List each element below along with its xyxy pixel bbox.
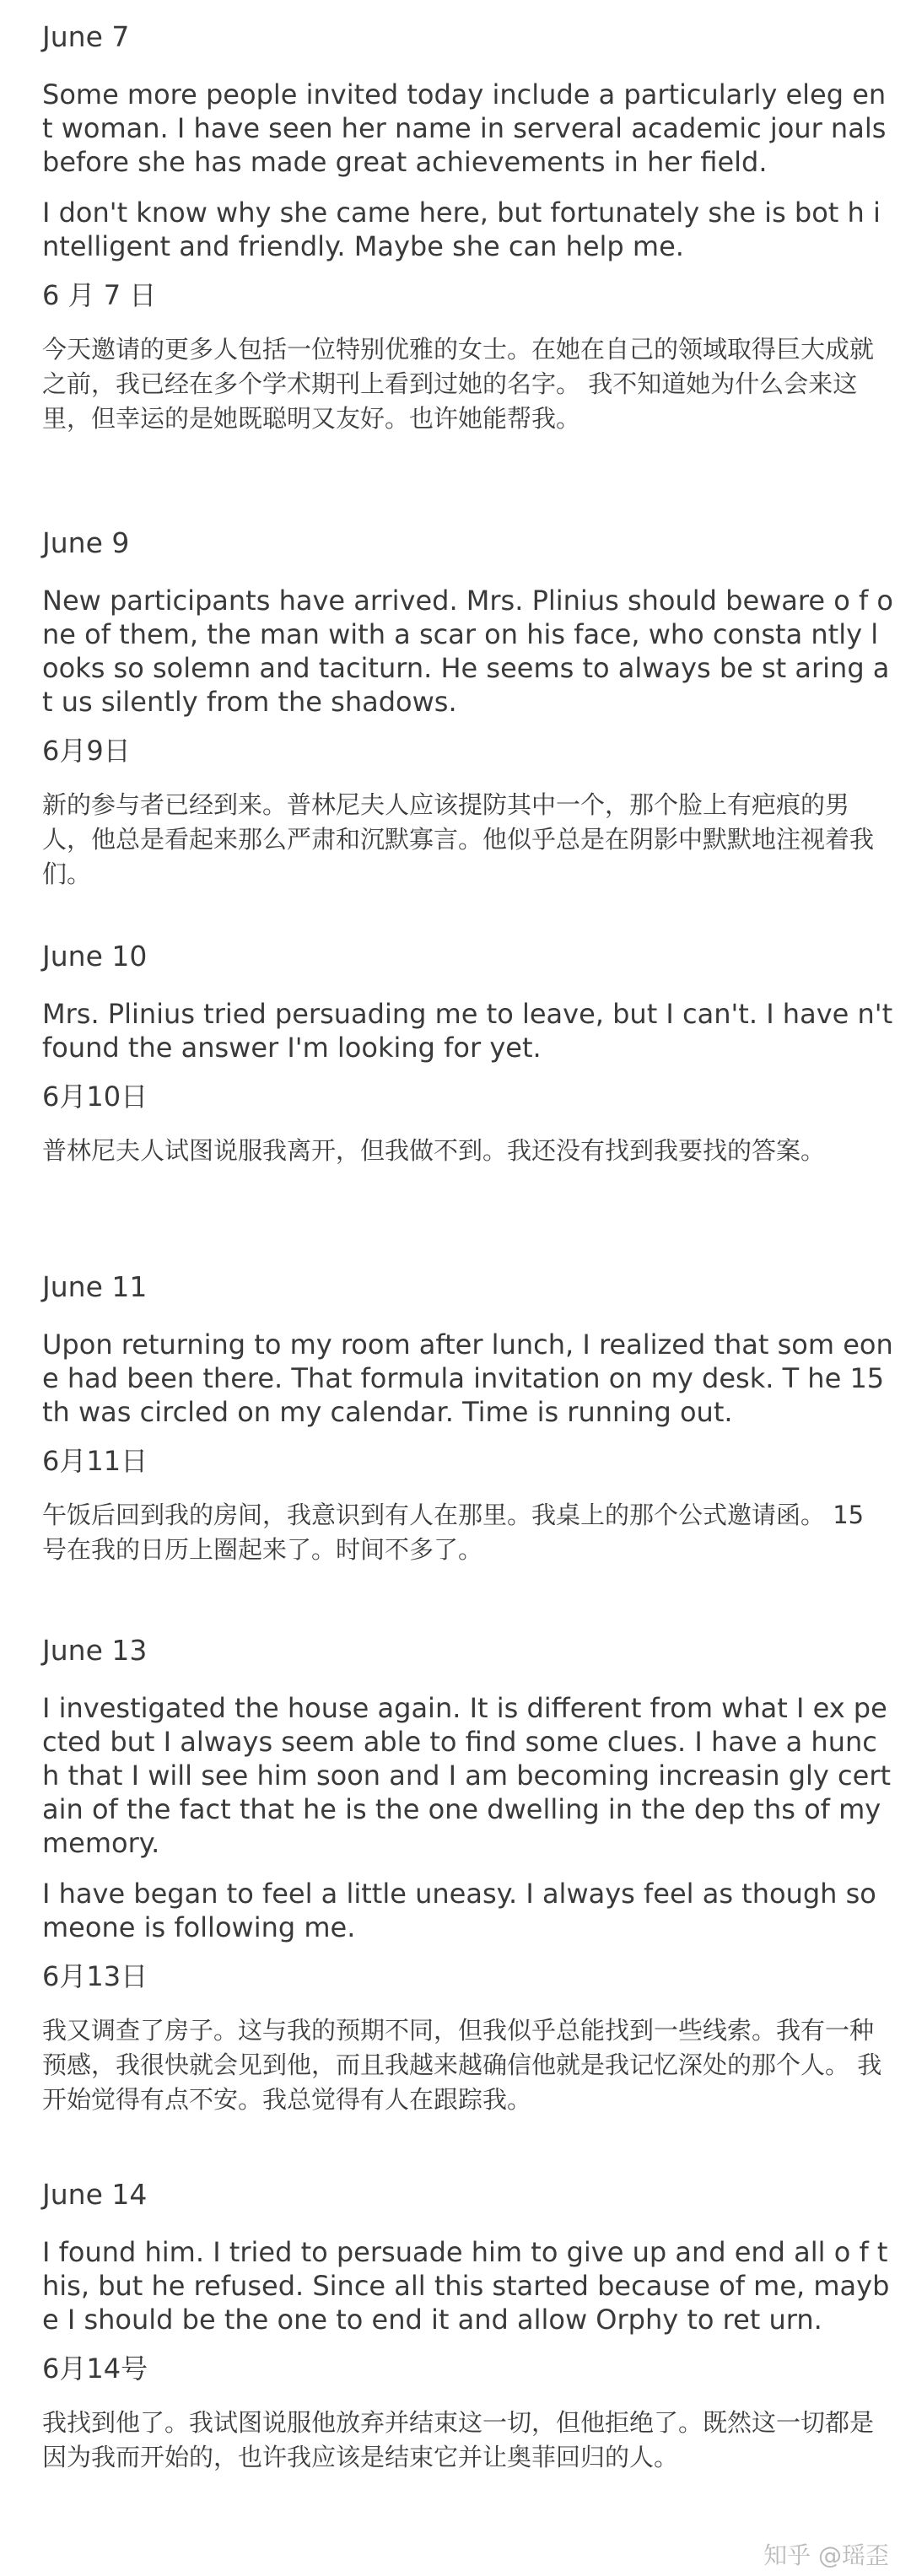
- entry-paragraph-en: Mrs. Plinius tried persuading me to leave, but I can't. I have n't found the answer I'm looking for yet.: [42, 998, 893, 1064]
- entry-paragraph-en: I investigated the house again. It is different from what I ex pected but I always seem able to find some clues. I have a hunch that I will see him soon and I am becoming increasin gly certain of the fact that he is the one dwelling in the dep ths of my memory.: [42, 1692, 892, 1859]
- entry-date-en: June 11: [42, 1270, 148, 1303]
- entry-date-zh: 6月11日: [42, 1445, 148, 1477]
- entry-paragraph-en: I found him. I tried to persuade him to give up and end all o f this, but he refused. Since all this started because of me, maybe I should be the one to end it and allow Orphy to ret urn.: [42, 2236, 890, 2336]
- entry-date-zh: 6月13日: [42, 1960, 148, 1992]
- entry-paragraph-en: Upon returning to my room after lunch, I realized that som eone had been there. That formula invitation on my desk. T he 15th was circled on my calendar. Time is running out.: [42, 1328, 893, 1428]
- entry-paragraph-en: I don't know why she came here, but fortunately she is bot h intelligent and friendly. Maybe she can help me.: [42, 197, 881, 262]
- entry-date-en: June 14: [42, 2178, 148, 2211]
- diary-entry-june-7: [42, 19, 894, 436]
- entry-text-zh: 今天邀请的更多人包括一位特别优雅的女士。在她在自己的领域取得巨大成就之前，我已经在多个学术期刊上看到过她的名字。 我不知道她为什么会来这里，但幸运的是她既聪明又友好。也许她能帮我。: [42, 335, 875, 433]
- entry-text-zh: 我找到他了。我试图说服他放弃并结束这一切，但他拒绝了。既然这一切都是因为我而开始的，也许我应该是结束它并让奥菲回归的人。: [42, 2408, 875, 2471]
- diary-entry-june-13: [42, 1632, 894, 2117]
- diary-entry-june-14: [42, 2176, 894, 2475]
- diary-entry-june-11: [42, 1269, 894, 1567]
- entry-paragraph-en: Some more people invited today include a particularly eleg ent woman. I have seen her name in serveral academic jour nals before she has made great achievements in her field.: [42, 78, 887, 178]
- entry-paragraph-en: New participants have arrived. Mrs. Plinius should beware o f one of them, the man with a scar on his face, who consta ntly looks so solemn and taciturn. He seems to always be st aring at us silently from the shadows.: [42, 585, 893, 718]
- entry-date-zh: 6 月 7 日: [42, 279, 157, 311]
- entry-date-en: June 9: [42, 526, 130, 559]
- diary-entry-june-10: [42, 938, 894, 1168]
- entry-date-en: June 10: [42, 940, 148, 973]
- entry-date-zh: 6月9日: [42, 735, 131, 767]
- entry-date-zh: 6月14号: [42, 2352, 148, 2385]
- entry-text-zh: 我又调查了房子。这与我的预期不同，但我似乎总能找到一些线索。我有一种预感，我很快就会见到他，而且我越来越确信他就是我记忆深处的那个人。 我开始觉得有点不安。我总觉得有人在跟踪我。: [42, 2016, 882, 2114]
- entry-text-zh: 普林尼夫人试图说服我离开，但我做不到。我还没有找到我要找的答案。: [42, 1136, 826, 1165]
- entry-date-en: June 13: [42, 1634, 148, 1667]
- entry-date-zh: 6月10日: [42, 1081, 148, 1113]
- entry-paragraph-en: I have began to feel a little uneasy. I always feel as though someone is following me.: [42, 1878, 876, 1943]
- entry-text-zh: 午饭后回到我的房间，我意识到有人在那里。我桌上的那个公式邀请函。 15 号在我的日历上圈起来了。时间不多了。: [42, 1501, 865, 1564]
- diary-entry-june-9: [42, 525, 894, 892]
- entry-text-zh: 新的参与者已经到来。普林尼夫人应该提防其中一个，那个脸上有疤痕的男人，他总是看起来那么严肃和沉默寡言。他似乎总是在阴影中默默地注视着我们。: [42, 790, 875, 888]
- watermark: 知乎 @瑶歪: [763, 2541, 889, 2569]
- entry-date-en: June 7: [42, 20, 130, 53]
